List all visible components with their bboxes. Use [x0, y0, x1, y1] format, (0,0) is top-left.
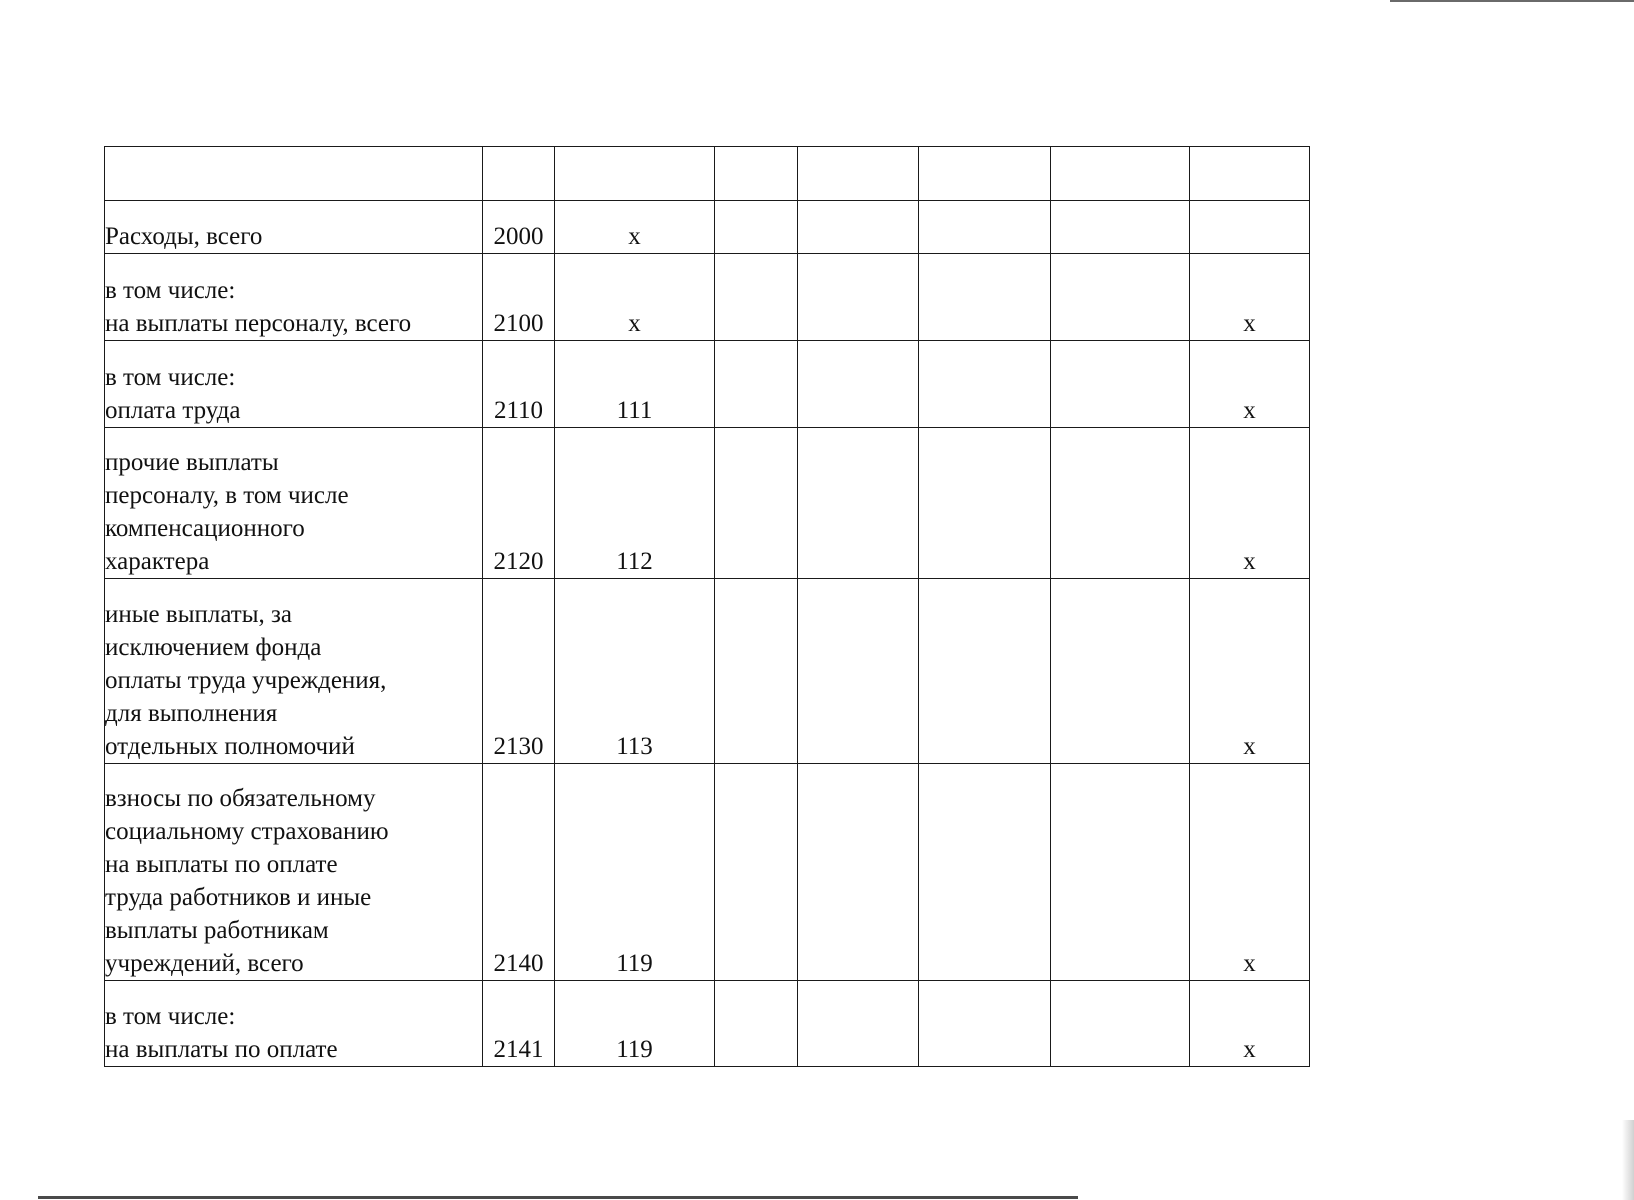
row-code: 2100 — [483, 254, 555, 341]
row-cell — [919, 341, 1051, 428]
row-cell — [798, 981, 919, 1067]
row-code: 2141 — [483, 981, 555, 1067]
row-code — [483, 147, 555, 201]
row-name-line: на выплаты по оплате — [105, 1036, 338, 1063]
row-name-line: для выполнения — [105, 700, 278, 727]
row-cell — [798, 201, 919, 254]
row-last: x — [1190, 579, 1310, 764]
row-cell — [1051, 201, 1190, 254]
row-name-line: характера — [105, 548, 210, 575]
row-cell — [798, 428, 919, 579]
row-code: 2110 — [483, 341, 555, 428]
row-cell — [919, 428, 1051, 579]
row-name — [105, 201, 483, 254]
row-cell — [1051, 981, 1190, 1067]
row-last — [1190, 147, 1310, 201]
row-cell — [919, 764, 1051, 981]
row-name-line: оплаты труда учреждения, — [105, 667, 387, 694]
row-last: x — [1190, 341, 1310, 428]
row-cell — [919, 201, 1051, 254]
table-row — [105, 428, 1310, 579]
row-name-line: Расходы, всего — [105, 223, 263, 250]
row-kosgu: 111 — [555, 341, 715, 428]
row-cell — [715, 428, 798, 579]
expenses-table — [104, 146, 1310, 1067]
row-kosgu: 112 — [555, 428, 715, 579]
row-code: 2130 — [483, 579, 555, 764]
row-name — [105, 341, 483, 428]
scan-smudge — [1622, 1120, 1634, 1200]
row-name — [105, 579, 483, 764]
row-cell — [798, 254, 919, 341]
row-kosgu — [555, 147, 715, 201]
row-name — [105, 981, 483, 1067]
row-name-line: в том числе: — [105, 277, 236, 304]
row-last: x — [1190, 428, 1310, 579]
row-cell — [1051, 147, 1190, 201]
row-cell — [919, 981, 1051, 1067]
row-cell — [798, 764, 919, 981]
row-name-line: в том числе: — [105, 1003, 236, 1030]
table-row — [105, 764, 1310, 981]
table-row — [105, 341, 1310, 428]
row-cell — [715, 201, 798, 254]
row-last: x — [1190, 981, 1310, 1067]
row-cell — [1051, 254, 1190, 341]
row-name-line: выплаты работникам — [105, 917, 329, 944]
table-row — [105, 201, 1310, 254]
row-name-line: учреждений, всего — [105, 950, 304, 977]
row-code: 2120 — [483, 428, 555, 579]
row-cell — [715, 981, 798, 1067]
row-cell — [798, 147, 919, 201]
row-cell — [919, 147, 1051, 201]
row-cell — [798, 579, 919, 764]
row-name-line: отдельных полномочий — [105, 733, 355, 760]
row-code: 2140 — [483, 764, 555, 981]
row-name-line: взносы по обязательному — [105, 785, 376, 812]
row-cell — [1051, 764, 1190, 981]
row-cell — [798, 341, 919, 428]
row-name-line: труда работников и иные — [105, 884, 372, 911]
row-name-line: прочие выплаты — [105, 449, 279, 476]
row-name — [105, 764, 483, 981]
row-name-line: в том числе: — [105, 364, 236, 391]
row-cell — [1051, 579, 1190, 764]
scan-edge-bottom — [38, 1196, 1078, 1199]
table-row — [105, 981, 1310, 1067]
row-kosgu: 119 — [555, 981, 715, 1067]
row-cell — [715, 341, 798, 428]
row-name-line: персоналу, в том числе — [105, 482, 349, 509]
table-row — [105, 147, 1310, 201]
row-last: x — [1190, 764, 1310, 981]
row-kosgu: x — [555, 254, 715, 341]
row-cell — [715, 147, 798, 201]
row-name — [105, 147, 483, 201]
row-name-line: компенсационного — [105, 515, 305, 542]
row-cell — [1051, 341, 1190, 428]
table-row — [105, 254, 1310, 341]
row-name-line: социальному страхованию — [105, 818, 389, 845]
row-code: 2000 — [483, 201, 555, 254]
row-name-line: иные выплаты, за — [105, 601, 292, 628]
row-last: x — [1190, 254, 1310, 341]
row-last — [1190, 201, 1310, 254]
row-name-line: исключением фонда — [105, 634, 322, 661]
row-name-line: на выплаты персоналу, всего — [105, 310, 412, 337]
row-cell — [1051, 428, 1190, 579]
row-cell — [715, 579, 798, 764]
row-kosgu: 113 — [555, 579, 715, 764]
row-cell — [919, 579, 1051, 764]
row-cell — [715, 254, 798, 341]
row-kosgu: 119 — [555, 764, 715, 981]
row-kosgu: x — [555, 201, 715, 254]
table-row — [105, 579, 1310, 764]
row-name-line: оплата труда — [105, 397, 241, 424]
row-name — [105, 254, 483, 341]
row-cell — [715, 764, 798, 981]
row-name-line: на выплаты по оплате — [105, 851, 338, 878]
row-name — [105, 428, 483, 579]
scan-edge-top — [1390, 0, 1634, 2]
row-cell — [919, 254, 1051, 341]
